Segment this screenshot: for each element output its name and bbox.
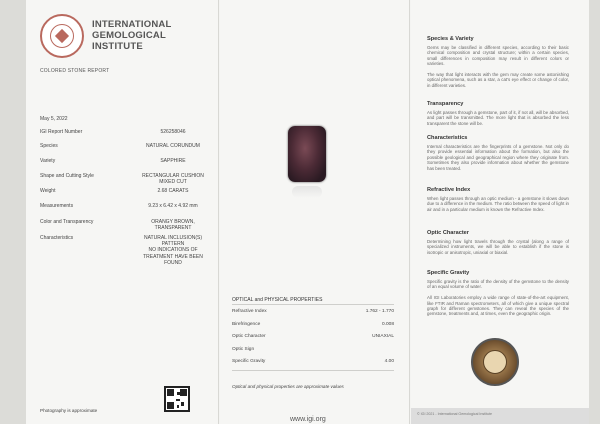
disclaimer: Optical and physical properties are approximate values bbox=[232, 384, 344, 389]
field-value: SAPPHIRE bbox=[160, 158, 186, 164]
field-value: RECTANGULAR CUSHION MIXED CUT bbox=[142, 173, 204, 186]
field-label: Weight bbox=[40, 188, 56, 194]
report-date: May 5, 2022 bbox=[40, 116, 68, 122]
section-text: Specific gravity is the ratio of the density of the gemstone to the density of an equal volume of water. All IGI Laboratories employ a wide range of state-of-the-art equipment, like FTIR and Raman spectrometers, all of which give a unique spectral graph for different gemstones. They can reveal the species of the gemstone, treatments and, at times, even the geographic origin. bbox=[427, 279, 569, 317]
page-edge-right bbox=[589, 0, 600, 424]
field-value: 9.23 x 6.42 x 4.92 mm bbox=[148, 203, 198, 209]
field-label: IGI Report Number bbox=[40, 129, 83, 135]
section-heading: Specific Gravity bbox=[427, 270, 470, 276]
optical-label: Optic Sign bbox=[232, 347, 255, 352]
optical-label: Birefringence bbox=[232, 322, 261, 327]
section-heading: Transparency bbox=[427, 101, 464, 107]
stone-panel bbox=[220, 0, 410, 424]
field-label: Shape and Cutting Style bbox=[40, 173, 94, 179]
qr-code[interactable] bbox=[164, 386, 190, 412]
field-value: NATURAL CORUNDUM bbox=[146, 143, 200, 149]
section-text: Internal characteristics are the fingerprints of a gemstone. Not only do they provide essential information about the formation, but also the possible geological and geographical region where they originate from. Sometimes they also provide information about whether the gemstone has been treated. bbox=[427, 144, 569, 171]
divider bbox=[232, 370, 394, 371]
org-name: INTERNATIONAL GEMOLOGICAL INSTITUTE bbox=[92, 19, 172, 52]
field-label: Variety bbox=[40, 158, 56, 164]
divider bbox=[232, 304, 394, 305]
page-edge-left bbox=[0, 0, 26, 424]
report-panel bbox=[26, 0, 219, 424]
field-value: NATURAL INCLUSION(S) PATTERN NO INDICATIONS OF TREATMENT HAVE BEEN FOUND bbox=[143, 235, 203, 266]
field-value: ORANGY BROWN, TRANSPARENT bbox=[151, 219, 195, 232]
field-value: 2.68 CARATS bbox=[157, 188, 189, 194]
info-panel bbox=[411, 0, 589, 424]
optical-label: Refractive Index bbox=[232, 309, 267, 314]
optical-title: OPTICAL and PHYSICAL PROPERTIES bbox=[232, 297, 323, 303]
section-heading: Refractive Index bbox=[427, 187, 471, 193]
optical-value: 4.00 bbox=[384, 359, 394, 364]
section-text: When light passes through an optic medium - a gemstone it slows down due to a difference in the medium. The ratio between the speed of light in air and in a particular medium is known the Refractive Index. bbox=[427, 196, 569, 212]
field-label: Characteristics bbox=[40, 235, 74, 241]
field-label: Color and Transparency bbox=[40, 219, 94, 225]
optical-label: Specific Gravity bbox=[232, 359, 266, 364]
optical-value: UNIAXIAL bbox=[372, 334, 394, 339]
field-label: Species bbox=[40, 143, 58, 149]
igi-logo bbox=[40, 14, 84, 58]
footer-band bbox=[411, 408, 589, 424]
section-text: Gems may be classified in different species, according to their basic chemical composition and crystal structure; within a certain species, small differences in composition may result in different colors or varieties. The way that light interacts with the gem may create some astonishing optical phenomena, such as a star, a cat's eye effect or change of color, in different varieties. bbox=[427, 45, 569, 88]
copyright: © IGI 2021 - International Gemological Institute bbox=[417, 412, 492, 416]
photo-note: Photography is approximate bbox=[40, 408, 98, 413]
gemstone-reflection bbox=[292, 186, 322, 198]
section-heading: Species & Variety bbox=[427, 36, 474, 42]
section-text: Determining how light travels through the crystal (along a range of specialized instruments, we will be able to establish if the stone is isotropic or anisotropic, uniaxial or biaxial. bbox=[427, 239, 569, 255]
section-text: As light passes through a gemstone, part of it, if not all, will be absorbed, and part will be transmitted. The more light that is absorbed the less transparent the stone will be. bbox=[427, 110, 569, 126]
gemstone-photo bbox=[288, 126, 326, 182]
optical-value: 1.762 - 1.770 bbox=[365, 309, 394, 314]
website-link[interactable]: www.igi.org bbox=[290, 416, 326, 423]
section-heading: Characteristics bbox=[427, 135, 468, 141]
field-value: 526258046 bbox=[160, 129, 186, 135]
field-label: Measurements bbox=[40, 203, 74, 209]
optical-value: 0.008 bbox=[381, 322, 394, 327]
optical-label: Optic Character bbox=[232, 334, 266, 339]
report-title: COLORED STONE REPORT bbox=[40, 68, 110, 74]
section-heading: Optic Character bbox=[427, 230, 469, 236]
igi-seal bbox=[471, 338, 519, 386]
